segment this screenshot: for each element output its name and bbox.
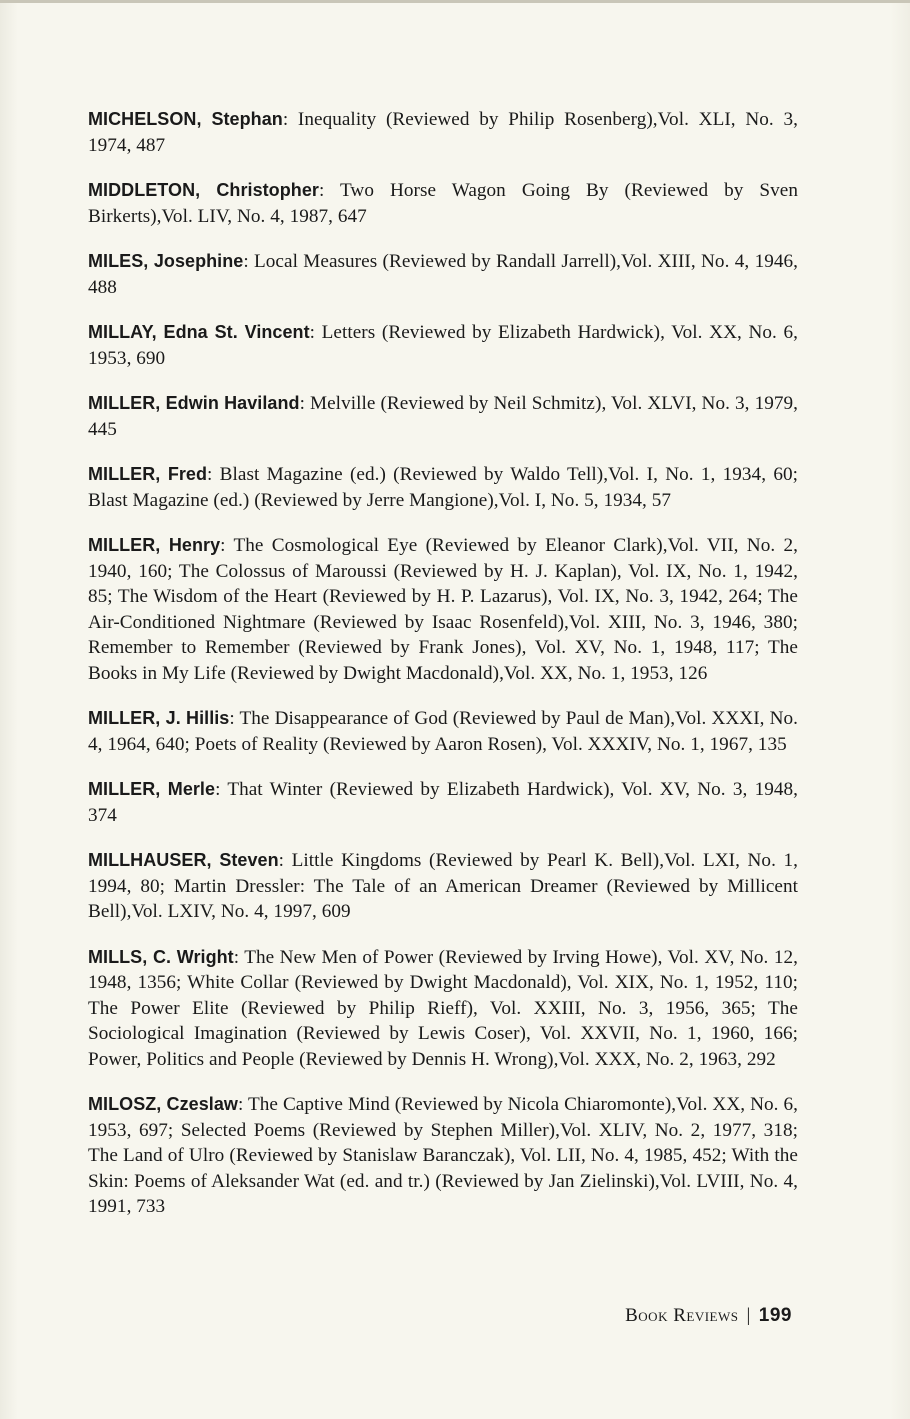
entry-text: : The Cosmological Eye (Reviewed by Eleanor Clark),Vol. VII, No. 2, 1940, 160; The Colossus of Maroussi (Reviewed by H. J. Kaplan), Vol. IX, No. 1, 1942, 85; The Wisdom of the Heart (Reviewed by H. P. Lazarus), Vol. IX, No. 3, 1942, 264; The Air-Conditioned Nightmare (Reviewed by Isaac Rosenfeld),Vol. XIII, No. 3, 1946, 380; Remember to Remember (Reviewed by Frank Jones), Vol. XV, No. 1, 1948, 117; The Books in My Life (Reviewed by Dwight Macdonald),Vol. XX, No. 1, 1953, 126 bbox=[88, 535, 798, 684]
review-index-list bbox=[88, 107, 798, 1240]
author-name: MILLS, C. Wright bbox=[88, 946, 234, 967]
entry-text: : Melville (Reviewed by Neil Schmitz), Vol. XLVI, No. 3, 1979, 445 bbox=[88, 393, 798, 440]
author-name: MILLER, Fred bbox=[88, 464, 208, 484]
section-title: Book Reviews bbox=[625, 1305, 739, 1326]
index-entry bbox=[88, 249, 798, 300]
index-entry bbox=[88, 320, 798, 371]
entry-text: : The Disappearance of God (Reviewed by Paul de Man),Vol. XXXI, No. 4, 1964, 640; Poets of Reality (Reviewed by Aaron Rosen), Vol. XXXIV, No. 1, 1967, 135 bbox=[88, 708, 798, 755]
entry-text: : Inequality (Reviewed by Philip Rosenberg),Vol. XLI, No. 3, 1974, 487 bbox=[88, 109, 798, 156]
author-name: MILLER, Merle bbox=[88, 779, 216, 799]
index-entry bbox=[88, 533, 798, 686]
index-entry bbox=[88, 462, 798, 513]
author-name: MILLER, Edwin Haviland bbox=[88, 393, 300, 413]
index-entry bbox=[88, 848, 798, 925]
entry-text: : Two Horse Wagon Going By (Reviewed by Sven Birkerts),Vol. LIV, No. 4, 1987, 647 bbox=[88, 180, 798, 227]
index-entry bbox=[88, 391, 798, 442]
author-name: MILLHAUSER, Steven bbox=[88, 850, 279, 870]
entry-text: : Letters (Reviewed by Elizabeth Hardwick), Vol. XX, No. 6, 1953, 690 bbox=[88, 322, 798, 369]
running-footer bbox=[625, 1305, 792, 1327]
author-name: MILLER, Henry bbox=[88, 535, 221, 555]
author-name: MILLAY, Edna St. Vincent bbox=[88, 322, 310, 342]
index-entry bbox=[88, 777, 798, 828]
page-top-edge bbox=[0, 0, 910, 3]
author-name: MILLER, J. Hillis bbox=[88, 708, 230, 728]
entry-text: : Little Kingdoms (Reviewed by Pearl K. Bell),Vol. LXI, No. 1, 1994, 80; Martin Dressler: The Tale of an American Dreamer (Reviewed by Millicent Bell),Vol. LXIV, No. 4, 1997, 609 bbox=[88, 850, 798, 922]
entry-text: : The New Men of Power (Reviewed by Irving Howe), Vol. XV, No. 12, 1948, 1356; White Collar (Reviewed by Dwight Macdonald), Vol. XIX, No. 1, 1952, 110; The Power Elite (Reviewed by Philip Rieff), Vol. XXIII, No. 3, 1956, 365; The Sociological Imagination (Reviewed by Lewis Coser), Vol. XXVII, No. 1, 1960, 166; Power, Politics and People (Reviewed by Dennis H. Wrong),Vol. XXX, No. 2, 1963, 292 bbox=[88, 946, 799, 1070]
author-name: MIDDLETON, Christopher bbox=[88, 180, 319, 200]
author-name: MILES, Josephine bbox=[88, 251, 244, 271]
author-name: MILOSZ, Czeslaw bbox=[88, 1094, 238, 1114]
index-entry bbox=[88, 107, 798, 158]
author-name: MICHELSON, Stephan bbox=[88, 109, 283, 129]
page-number: 199 bbox=[758, 1305, 792, 1326]
entry-text: : Blast Magazine (ed.) (Reviewed by Waldo Tell),Vol. I, No. 1, 1934, 60; Blast Magazine (ed.) (Reviewed by Jerre Mangione),Vol. I, No. 5, 1934, 57 bbox=[88, 464, 798, 511]
entry-text: : Local Measures (Reviewed by Randall Jarrell),Vol. XIII, No. 4, 1946, 488 bbox=[88, 251, 798, 298]
footer-separator: | bbox=[746, 1305, 751, 1326]
entry-text: : That Winter (Reviewed by Elizabeth Hardwick), Vol. XV, No. 3, 1948, 374 bbox=[88, 779, 798, 826]
index-entry bbox=[88, 945, 798, 1073]
entry-text: : The Captive Mind (Reviewed by Nicola Chiaromonte),Vol. XX, No. 6, 1953, 697; Selected Poems (Reviewed by Stephen Miller),Vol. XLIV, No. 2, 1977, 318; The Land of Ulro (Reviewed by Stanislaw Baranczak), Vol. LII, No. 4, 1985, 452; With the Skin: Poems of Aleksander Wat (ed. and tr.) (Reviewed by Jan Zielinski),Vol. LVIII, No. 4, 1991, 733 bbox=[88, 1094, 798, 1217]
index-entry bbox=[88, 178, 798, 229]
index-entry bbox=[88, 1092, 798, 1220]
index-entry bbox=[88, 706, 798, 757]
